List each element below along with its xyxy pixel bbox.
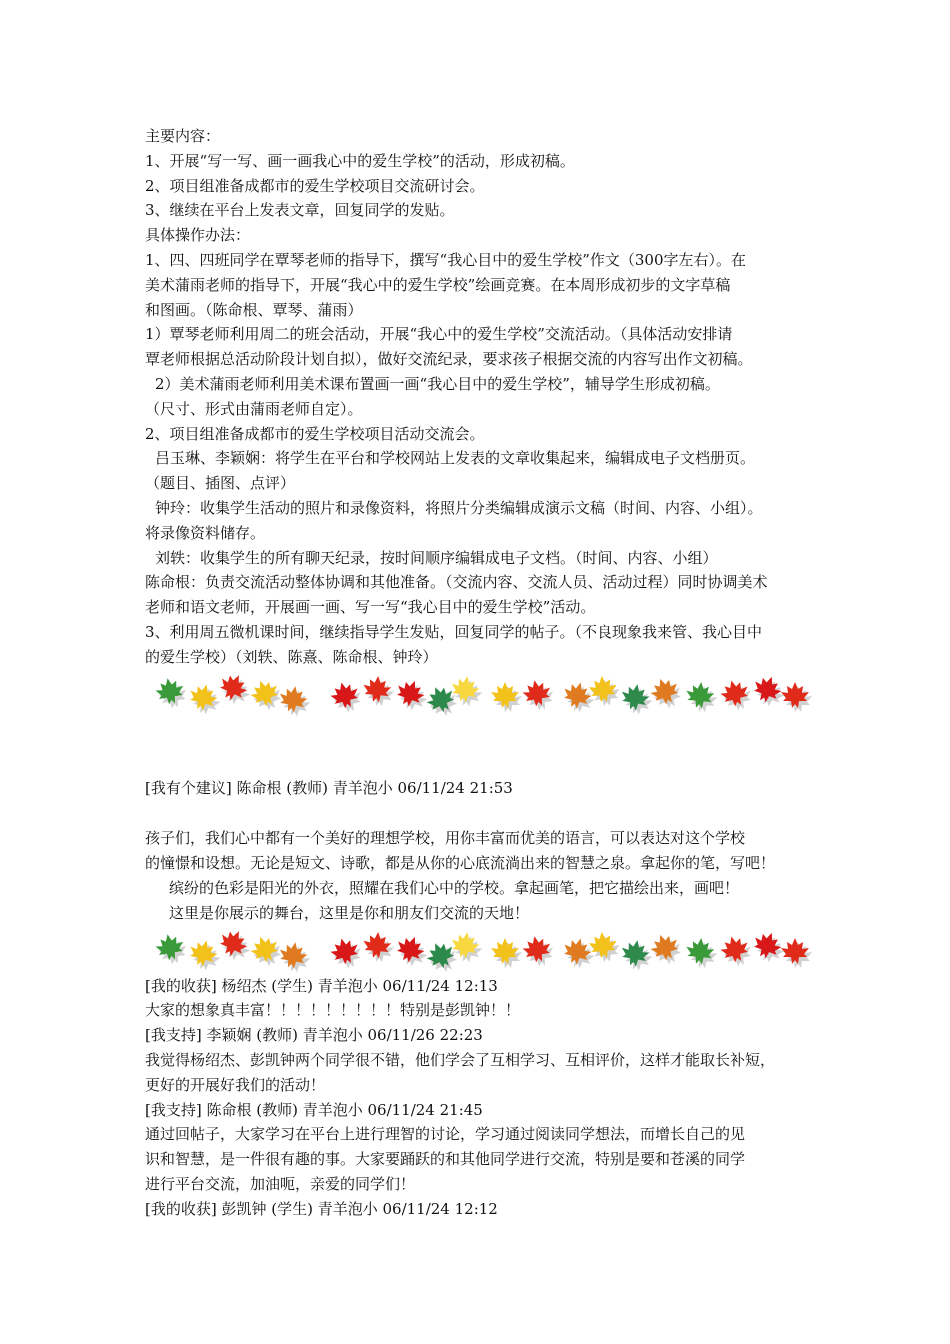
paragraph-line: 的爱生学校）（刘轶、陈熹、陈命根、钟玲）: [145, 647, 438, 666]
maple-leaf-icon: [521, 933, 553, 963]
reply-body-line: 我觉得杨绍杰、彭凯钟两个同学很不错，他们学会了互相学习、互相评价，这样才能取长补短，: [145, 1050, 776, 1069]
maple-leaf-icon: [154, 931, 186, 961]
maple-leaf-divider: [145, 928, 817, 974]
maple-leaf-icon: [521, 677, 553, 707]
paragraph-line: 2、项目组准备成都市的爱生学校项目活动交流会。: [145, 424, 485, 443]
paragraph-line: 2）美术蒲雨老师利用美术课布置画一画“我心目中的爱生学校”，辅导学生形成初稿。: [155, 374, 720, 393]
reply-header: [我支持] 陈命根 (教师) 青羊泡小 06/11/24 21:45: [145, 1100, 483, 1119]
post-body-line: 的憧憬和设想。无论是短文、诗歌，都是从你的心底流淌出来的智慧之泉。拿起你的笔，写吧！: [145, 854, 776, 873]
paragraph-line: 刘轶：收集学生的所有聊天纪录，按时间顺序编辑成电子文档。（时间、内容、小组）: [155, 548, 718, 567]
reply-header: [我的收获] 彭凯钟 (学生) 青羊泡小 06/11/24 12:12: [145, 1199, 498, 1218]
section-heading-methods: 具体操作办法：: [145, 226, 251, 245]
reply-body-line: 通过回帖子，大家学习在平台上进行理智的讨论，学习通过阅读同学想法，而增长自己的见: [145, 1125, 746, 1144]
reply-body-line: 进行平台交流，加油呃，亲爱的同学们！: [145, 1174, 416, 1193]
paragraph-line: 1、四、四班同学在覃琴老师的指导下，撰写“我心目中的爱生学校”作文（300字左右）。在: [145, 250, 747, 269]
list-item: 1、开展“写一写、画一画我心中的爱生学校”的活动，形成初稿。: [145, 151, 575, 170]
paragraph-line: 吕玉琳、李颖娴：将学生在平台和学校网站上发表的文章收集起来，编辑成电子文档册页。: [155, 449, 756, 468]
post-body-line: 孩子们，我们心中都有一个美好的理想学校，用你丰富而优美的语言，可以表达对这个学校: [145, 829, 746, 848]
paragraph-line: （尺寸、形式由蒲雨老师自定）。: [145, 399, 363, 418]
list-item: 3、继续在平台上发表文章，回复同学的发贴。: [145, 201, 455, 220]
paragraph-line: 将录像资料储存。: [145, 523, 266, 542]
post-header: [我有个建议] 陈命根 (教师) 青羊泡小 06/11/24 21:53: [145, 778, 513, 797]
list-item: 2、项目组准备成都市的爱生学校项目交流研讨会。: [145, 176, 485, 195]
document-page: [145, 124, 817, 1221]
reply-body-line: 更好的开展好我们的活动！: [145, 1075, 326, 1094]
paragraph-line: 3、利用周五微机课时间，继续指导学生发贴，回复同学的帖子。（不良现象我来管、我心目中: [145, 622, 763, 641]
section-heading-main-content: 主要内容：: [145, 127, 221, 145]
paragraph-line: 和图画。（陈命根、覃琴、蒲雨）: [145, 300, 363, 319]
maple-leaf-divider: [145, 672, 817, 718]
maple-leaf-icon: [588, 930, 618, 958]
maple-leaf-icon: [154, 675, 186, 705]
post-body-line: 缤纷的色彩是阳光的外衣，照耀在我们心中的学校。拿起画笔，把它描绘出来，画吧！: [169, 878, 740, 897]
paragraph-line: 钟玲：收集学生活动的照片和录像资料，将照片分类编辑成演示文稿（时间、内容、小组）。: [155, 498, 763, 517]
paragraph-line: （题目、插图、点评）: [145, 474, 296, 493]
reply-header: [我的收获] 杨绍杰 (学生) 青羊泡小 06/11/24 12:13: [145, 976, 498, 995]
maple-leaf-icon: [588, 674, 618, 702]
paragraph-line: 陈命根：负责交流活动整体协调和其他准备。（交流内容、交流人员、活动过程）同时协调美术: [145, 573, 768, 592]
reply-body-line: 识和智慧，是一件很有趣的事。大家要踊跃的和其他同学进行交流，特别是要和苍溪的同学: [145, 1150, 746, 1169]
reply-body-line: 大家的想象真丰富！！！！！！！！！特别是彭凯钟！！: [145, 1001, 521, 1020]
paragraph-line: 覃老师根据总活动阶段计划自拟），做好交流纪录，要求孩子根据交流的内容写出作文初稿。: [145, 350, 753, 369]
reply-header: [我支持] 李颖娴 (教师) 青羊泡小 06/11/26 22:23: [145, 1026, 483, 1045]
post-body-line: 这里是你展示的舞台，这里是你和朋友们交流的天地！: [169, 903, 530, 922]
paragraph-line: 美术蒲雨老师的指导下，开展“我心中的爱生学校”绘画竞赛。在本周形成初步的文字草稿: [145, 275, 731, 294]
paragraph-line: 老师和语文老师，开展画一画、写一写“我心目中的爱生学校”活动。: [145, 598, 596, 617]
paragraph-line: 1）覃琴老师利用周二的班会活动，开展“我心中的爱生学校”交流活动。（具体活动安排请: [145, 325, 733, 344]
